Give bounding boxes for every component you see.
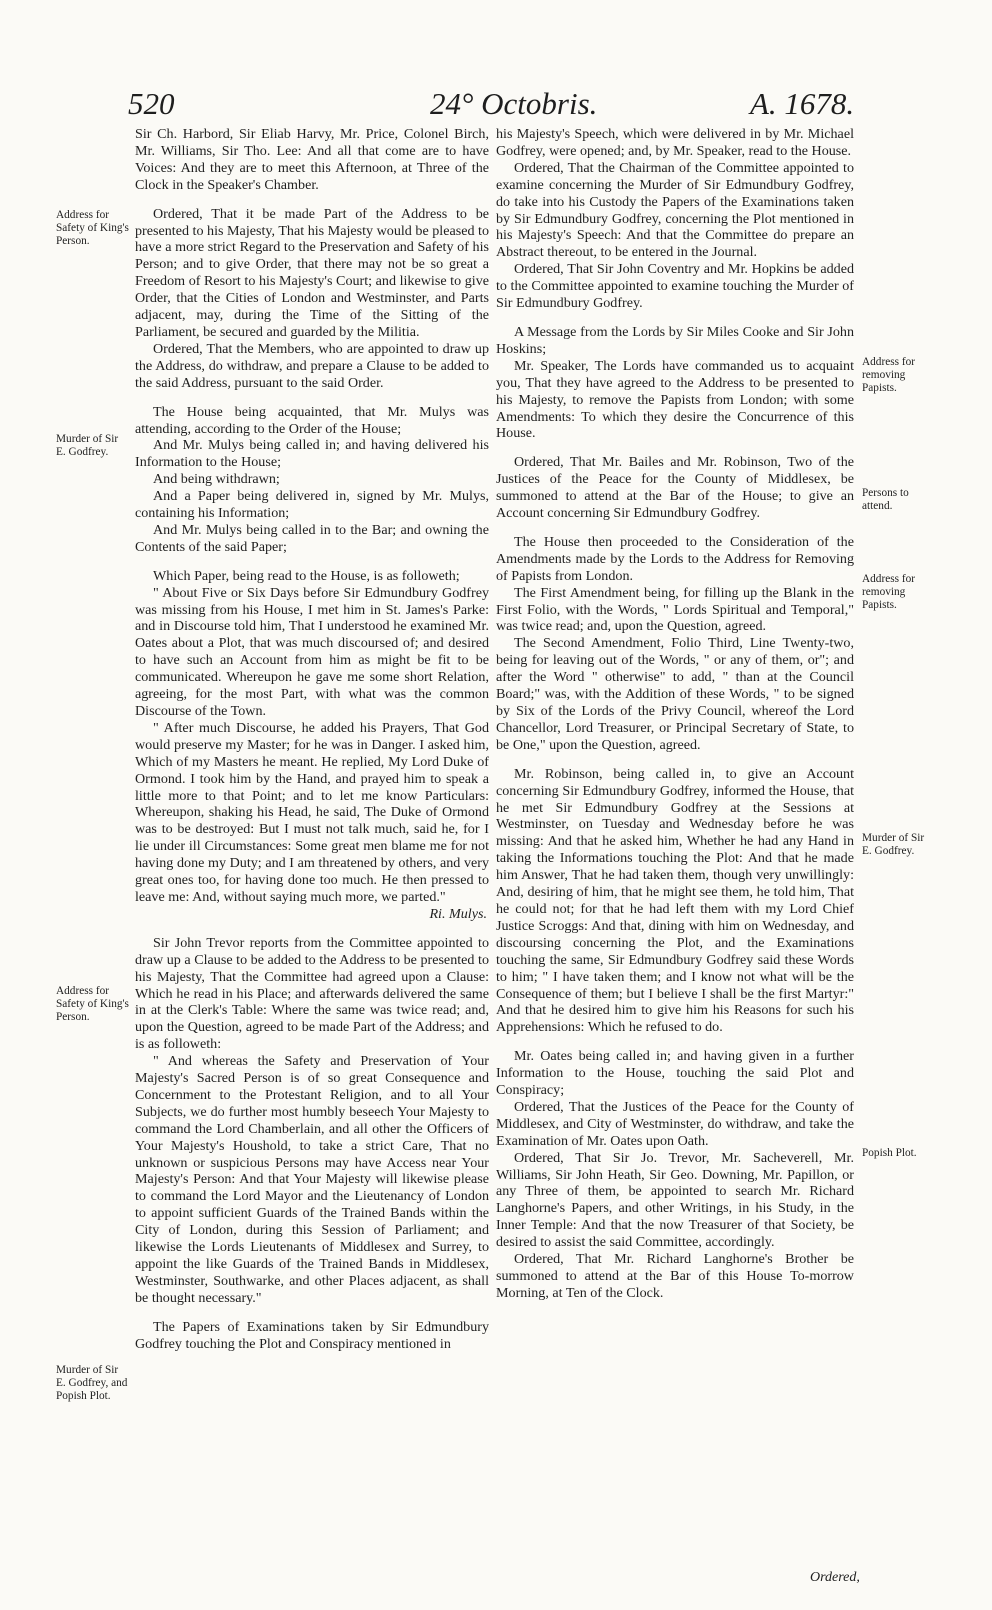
quoted-paragraph: " About Five or Six Days before Sir Edmundbury Godfrey was missing from his House, I met him in St. James's Parke: and in Discourse told him, That I understood he examined Mr. Oates about a Plot, that was much discoursed of; and desired to have such an Account from him as might be fit to be communicated. Whereupon he gave me some short Relation, agreeing, for the most Part, with what was the common Discourse of the Town. <box>135 584 489 719</box>
paragraph: A Message from the Lords by Sir Miles Cooke and Sir John Hoskins; <box>496 323 854 357</box>
margin-note: Persons to attend. <box>862 487 909 512</box>
margin-note: Murder of Sir E. Godfrey, and Popish Plot. <box>56 1364 128 1402</box>
margin-note: Address for Safety of King's Person. <box>56 985 129 1023</box>
paragraph: The House being acquainted, that Mr. Mulys was attending, according to the Order of the House; <box>135 403 489 437</box>
paragraph: The House then proceeded to the Consideration of the Amendments made by the Lords to the Address for Removing of Papists from London. <box>496 533 854 584</box>
quoted-paragraph: " And whereas the Safety and Preservation of Your Majesty's Sacred Person is of so great Consequence and Concernment to the Protestant Religion, and to all Your Subjects, we do further most humbly beseech Your Majesty to command the Lord Chamberlain, and all other the Officers of Your Majesty's Houshold, to take a strict Care, That no unknown or suspicious Persons may have Access near Your Majesty's Person: And that Your Majesty will likewise please to command the Lord Mayor and the Lieutenancy of London to appoint sufficient Guards of the Trained Bands within the City of London, during this Session of Parliament; and likewise the Lords Lieutenants of Middlesex and Surrey, to appoint the like Guards of the Trained Bands in Middlesex, Westminster, Southwarke, and other Places adjacent, as shall be thought necessary." <box>135 1053 489 1306</box>
paragraph: Mr. Robinson, being called in, to give an Account concerning Sir Edmundbury Godfrey, informed the House, that he met Sir Edmundbury Godfrey at the Sessions at Westminster, on Tuesday and Wednesday before he was missing: And that he asked him, Whether he had any Hand in taking the Informations touching the Plot: And that he made him Answer, That he had taken them, though very unwillingly: And, desiring of him, that he might see them, he told him, That he could not; for that he had left them with my Lord Chief Justice Scroggs: And that, dining with him on Wednesday, and discoursing concerning the Plot, and the Examinations touching the same, Sir Edmundbury Godfrey said these Words to him; " I have taken them; and I know not what will be the Consequence of them; but I believe I shall be the first Martyr:" And that he desired him to give him his Reasons for such his Apprehensions: Which he refused to do. <box>496 765 854 1036</box>
paragraph: And a Paper being delivered in, signed by Mr. Mulys, containing his Information; <box>135 488 489 522</box>
paragraph: Ordered, That Mr. Richard Langhorne's Brother be summoned to attend at the Bar of this House To-morrow Morning, at Ten of the Clock. <box>496 1251 854 1301</box>
paragraph: Ordered, That the Chairman of the Committee appointed to examine concerning the Murder of Sir Edmundbury Godfrey, do take into his Custody the Papers of the Examinations taken by Sir Edmundbury Godfrey, concerning the Plot mentioned in his Majesty's Speech: And that the Committee do prepare an Abstract thereout, to be entered in the Journal. <box>496 159 854 261</box>
margin-note: Address for Safety of King's Person. <box>56 209 129 247</box>
paragraph: Ordered, That the Members, who are appointed to draw up the Address, do withdraw, and prepare a Clause to be added to the said Address, pursuant to the said Order. <box>135 340 489 391</box>
quoted-paragraph: " After much Discourse, he added his Prayers, That God would preserve my Master; for he was in Danger. I asked him, Which of my Masters he meant. He replied, My Lord Duke of Ormond. I took him by the Hand, and prayed him to speak a little more to that Point; and to let me know Particulars: Whereupon, shaking his Head, he said, The Duke of Ormond was to be destroyed: But I must not talk much, said he, for I lie under ill Circumstances: Some great men blame me for not having done my Duty; and I am threatened by others, and very great ones too, for having done too much. He then pressed to leave me: And, without saying much more, we parted." <box>135 719 489 905</box>
paragraph: Which Paper, being read to the House, is as followeth; <box>153 567 460 584</box>
paragraph: Sir Ch. Harbord, Sir Eliab Harvy, Mr. Price, Colonel Birch, Mr. Williams, Sir Tho. Lee: And all that come are to have Voices: And they are to meet this Afternoon, at Three of the Clock in the Speaker's Chamber. <box>135 126 489 193</box>
paragraph: The First Amendment being, for filling up the Blank in the First Folio, with the Words, " Lords Spiritual and Temporal," was twice read; and, upon the Question, agreed. <box>496 584 854 635</box>
paragraph: The Papers of Examinations taken by Sir Edmundbury Godfrey touching the Plot and Conspiracy mentioned in <box>135 1318 489 1352</box>
paragraph: Mr. Speaker, The Lords have commanded us to acquaint you, That they have agreed to the Address to be presented to his Majesty, to remove the Papists from London; with some Amendments: To which they desire the Concurrence of this House. <box>496 357 854 442</box>
paragraph: Ordered, That Sir John Coventry and Mr. Hopkins be added to the Committee appointed to examine touching the Murder of Sir Edmundbury Godfrey. <box>496 261 854 312</box>
catchword: Ordered, <box>810 1570 860 1585</box>
paragraph: his Majesty's Speech, which were delivered in by Mr. Michael Godfrey, were opened; and, by Mr. Speaker, read to the House. <box>496 126 854 159</box>
paragraph: Mr. Oates being called in; and having given in a further Information to the House, touching the said Plot and Conspiracy; <box>496 1048 854 1099</box>
left-column <box>135 126 489 1353</box>
paragraph: And Mr. Mulys being called in; and having delivered his Information to the House; <box>135 437 489 471</box>
signature-line: Ri. Mulys. <box>429 905 487 922</box>
paragraph: Ordered, That Mr. Bailes and Mr. Robinson, Two of the Justices of the Peace for the County of Middlesex, be summoned to attend at the Bar of the House; to give an Account concerning Sir Edmundbury Godfrey. <box>496 454 854 522</box>
right-column <box>496 126 854 1302</box>
paragraph: The Second Amendment, Folio Third, Line Twenty-two, being for leaving out of the Words, " or any of them, or"; and after the Word " otherwise" to add, " than at the Council Board;" was, with the Addition of these Words, " to be signed by Six of the Lords of the Privy Council, whereof the Lord Chancellor, Lord Treasurer, or Principal Secretary of State, to be One," upon the Question, agreed. <box>496 635 854 753</box>
margin-note: Murder of Sir E. Godfrey. <box>56 433 119 458</box>
page-date: 24° Octobris. <box>430 86 598 121</box>
paragraph: And Mr. Mulys being called in to the Bar; and owning the Contents of the said Paper; <box>135 521 489 555</box>
paragraph: Ordered, That Sir Jo. Trevor, Mr. Sacheverell, Mr. Williams, Sir John Heath, Sir Geo. Downing, Mr. Papillon, or any Three of them, be appointed to search Mr. Richard Langhorne's Papers, and other Writings, in his Study, in the Inner Temple: And that the now Treasurer of that Society, be desired to assist the said Committee, accordingly. <box>496 1149 854 1251</box>
paragraph: Sir John Trevor reports from the Committee appointed to draw up a Clause to be added to the Address to be presented to his Majesty, That the Committee had agreed upon a Clause: Which he read in his Place; and afterwards delivered the same in at the Clerk's Table: Where the same was twice read; and, upon the Question, agreed to be made Part of the Address; and is as followeth: <box>135 934 489 1053</box>
paragraph: And being withdrawn; <box>153 471 280 488</box>
paragraph: Ordered, That it be made Part of the Address to be presented to his Majesty, That his Majesty would be pleased to have a more strict Regard to the Preservation and Safety of his Person; and to give Order, that there may not be so great a Freedom of Resort to his Majesty's Court; and likewise to give Order, that the Cities of London and Westminster, and Parts adjacent, may, during the Time of the Sitting of the Parliament, be secured and guarded by the Militia. <box>135 205 489 340</box>
page-year: A. 1678. <box>750 86 855 121</box>
margin-note: Murder of Sir E. Godfrey. <box>862 832 925 857</box>
margin-note: Address for removing Papists. <box>862 356 916 394</box>
margin-note: Address for removing Papists. <box>862 573 916 611</box>
paragraph: Ordered, That the Justices of the Peace for the County of Middlesex, and City of Westminster, do withdraw, and take the Examination of Mr. Oates upon Oath. <box>496 1098 854 1149</box>
margin-note: Popish Plot. <box>862 1147 917 1159</box>
page-number: 520 <box>128 86 175 121</box>
